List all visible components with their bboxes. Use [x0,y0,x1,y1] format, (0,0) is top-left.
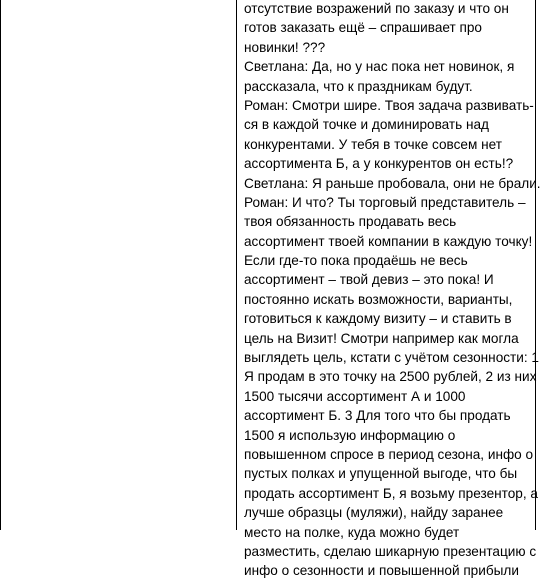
text-line: пустых полках и упущенной выгоде, что бы [244,466,518,482]
dialogue-text [244,0,541,581]
text-line: постоянно искать возможности, варианты, [244,291,513,307]
text-line: конкурентами. У тебя в точке совсем нет [244,136,502,152]
text-line: Светлана: Да, но у нас пока нет новинок, я [244,59,515,75]
text-line: ассортимент твоей компании в каждую точку! [244,233,533,249]
text-line: готовиться к каждому визиту – и ставить в [244,311,512,327]
table-left-column [1,0,237,530]
text-line: Роман: Смотри шире. Твоя задача развивать- [244,97,534,113]
text-line: 1500 тысячи ассортимент А и 1000 [244,388,466,404]
text-line: цель на Визит! Смотри например как могла [244,330,519,346]
text-line: инфо о сезонности и повышенной прибыли [244,563,519,579]
text-line: разместить, сделаю шикарную презентацию с [244,543,537,559]
text-line: ассортимент – твой девиз – это пока! И [244,272,494,288]
text-line: ассортимента Б, а у конкурентов он есть!? [244,156,514,172]
table-right-column [237,0,541,579]
text-line: Если где-то пока продаёшь не весь [244,253,468,269]
text-line: новинки! ??? [244,39,326,55]
text-line: отсутствие возражений по заказу и что он [244,1,509,16]
text-line: место на полке, куда можно будет [244,524,460,540]
text-line: лучше образцы (муляжи), найду заранее [244,505,504,521]
text-line: рассказала, что к праздникам будут. [244,78,473,94]
text-line: Светлана: Я раньше пробовала, они не брали. [244,175,541,191]
text-line: повышенном спросе в период сезона, инфо о [244,446,534,462]
text-line: Роман: И что? Ты торговый представитель – [244,194,526,210]
text-line: 1500 я использую информацию о [244,427,456,443]
text-line: готов заказать ещё – спрашивает про [244,20,482,36]
text-line: выглядеть цель, кстати с учётом сезонности: 1 [244,350,539,366]
text-line: ассортимент Б. 3 Для того что бы продать [244,408,511,424]
text-line: твоя обязанность продавать весь [244,214,457,230]
text-line: продать ассортимент Б, я возьму презентор, а [244,485,538,501]
text-line: Я продам в это точку на 2500 рублей, 2 из них [244,369,537,385]
text-line: ся в каждой точке и доминировать над [244,117,489,133]
